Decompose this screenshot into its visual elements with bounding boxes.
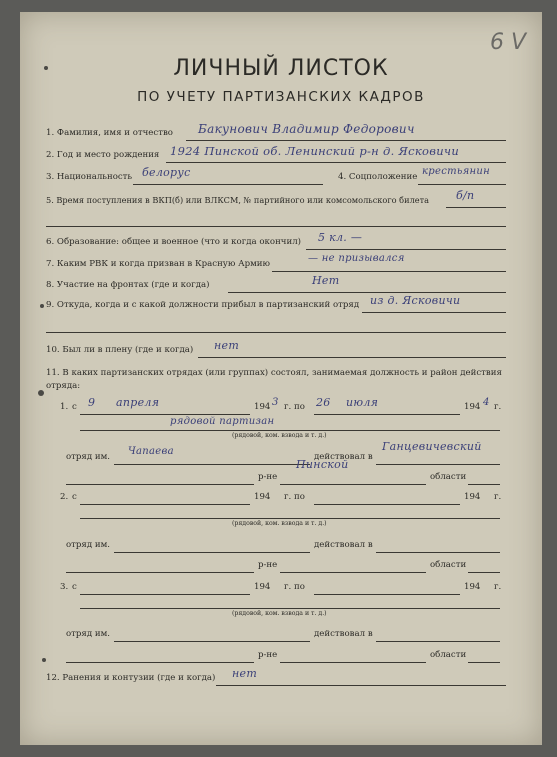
entry-3-position-line — [80, 608, 500, 609]
field-12-value[interactable]: нет — [232, 667, 258, 680]
entry-1-to: г. по — [284, 402, 305, 412]
entry-2-to: г. по — [284, 492, 305, 502]
entry-1-start-day[interactable]: 9 — [88, 396, 96, 409]
entry-1-region-label: области — [430, 472, 467, 482]
field-1-value[interactable]: Бакунович Владимир Федорович — [198, 122, 415, 136]
entry-1-end-line — [314, 414, 460, 415]
field-1-line — [186, 140, 506, 141]
page-subtitle: ПО УЧЕТУ ПАРТИЗАНСКИХ КАДРОВ — [137, 89, 425, 105]
corner-mark: 6 V — [490, 30, 527, 55]
entry-1-district-label: р-не — [258, 472, 278, 482]
field-7-line — [272, 271, 506, 272]
entry-1-acted-label: действовал в — [314, 452, 373, 462]
entry-2-start-year-prefix: 194 — [254, 492, 271, 502]
entry-2-start-line — [80, 504, 250, 505]
field-8-label: 8. Участие на фронтах (где и когда) — [46, 280, 210, 290]
form-sheet — [20, 12, 542, 745]
entry-3-district-line — [66, 662, 254, 663]
entry-2-acted-label: действовал в — [314, 540, 373, 550]
entry-1-unit-label: отряд им. — [66, 452, 111, 462]
entry-3-year-suffix: г. — [494, 582, 502, 592]
punch-hole — [38, 390, 44, 396]
entry-3-position-hint: (рядовой, ком. взвода и т. д.) — [232, 610, 327, 617]
entry-1-unit[interactable]: Чапаева — [128, 446, 174, 457]
field-10-label: 10. Был ли в плену (где и когда) — [46, 345, 194, 355]
entry-2-acted-line — [376, 552, 500, 553]
entry-3-unit-line — [114, 641, 310, 642]
field-5-line — [446, 207, 506, 208]
punch-hole — [42, 658, 46, 662]
entry-3-region-line-2 — [468, 662, 500, 663]
entry-1-district-line — [66, 484, 254, 485]
field-6-line — [306, 249, 506, 250]
entry-2-region-label: области — [430, 560, 467, 570]
field-3-line — [133, 184, 323, 185]
entry-1-start-year-prefix: 194 — [254, 402, 271, 412]
entry-3-to: г. по — [284, 582, 305, 592]
field-7-value[interactable]: — не призывался — [308, 253, 405, 264]
field-11-label: 11. В каких партизанских отрядах (или группах) состоял, занимаемая должность и район действия отряда: — [46, 368, 502, 391]
entry-1-start-line — [80, 414, 250, 415]
field-5-label: 5. Время поступления в ВКП(б) или ВЛКСМ, № партийного или комсомольского билета — [46, 195, 430, 205]
field-6-label: 6. Образование: общее и военное (что и когда окончил) — [46, 237, 302, 247]
entry-1-year-suffix: г. — [494, 402, 502, 412]
entry-1-start-year[interactable]: 3 — [272, 397, 279, 408]
entry-1-position-line — [80, 430, 500, 431]
field-8-line — [228, 292, 506, 293]
entry-1-region-line-2 — [468, 484, 500, 485]
field-5-line-2 — [46, 226, 506, 227]
entry-3-acted-label: действовал в — [314, 629, 373, 639]
field-3-value[interactable]: белорус — [142, 166, 191, 179]
field-2-value[interactable]: 1924 Пинской об. Ленинский р-н д. Ясковичи — [170, 144, 460, 158]
field-10-line — [198, 357, 506, 358]
entry-1-end-month[interactable]: июля — [346, 396, 379, 409]
entry-2-year-suffix: г. — [494, 492, 502, 502]
field-9-label: 9. Откуда, когда и с какой должности прибыл в партизанский отряд — [46, 300, 360, 310]
field-9-line — [362, 312, 506, 313]
punch-hole — [40, 304, 44, 308]
field-9-line-2 — [46, 332, 506, 333]
entry-2-unit-line — [114, 552, 310, 553]
entry-2-position-hint: (рядовой, ком. взвода и т. д.) — [232, 520, 327, 527]
field-4-value[interactable]: крестьянин — [422, 166, 491, 177]
field-3-label: 3. Национальность — [46, 172, 133, 182]
entry-3-end-line — [314, 594, 460, 595]
field-4-line — [418, 184, 506, 185]
entry-3-from: с — [72, 582, 77, 592]
entry-2-from: с — [72, 492, 77, 502]
entry-2-region-line-2 — [468, 572, 500, 573]
entry-1-unit-line — [114, 464, 310, 465]
field-8-value[interactable]: Нет — [312, 274, 340, 287]
entry-3-unit-label: отряд им. — [66, 629, 111, 639]
field-12-label: 12. Ранения и контузии (где и когда) — [46, 673, 216, 683]
entry-1-end-day[interactable]: 26 — [316, 396, 331, 409]
field-1-label: 1. Фамилия, имя и отчество — [46, 128, 173, 138]
entry-1-acted-line — [376, 464, 500, 465]
field-5-value[interactable]: б/п — [456, 189, 475, 202]
entry-3-region-line — [280, 662, 426, 663]
field-12-line — [216, 685, 506, 686]
field-2-label: 2. Год и место рождения — [46, 150, 160, 160]
entry-3-end-year-prefix: 194 — [464, 582, 481, 592]
entry-1-position-hint: (рядовой, ком. взвода и т. д.) — [232, 432, 327, 439]
field-10-value[interactable]: нет — [214, 339, 240, 352]
entry-2-end-line — [314, 504, 460, 505]
field-2-line — [166, 162, 506, 163]
entry-1-from: с — [72, 402, 77, 412]
entry-2-region-line — [280, 572, 426, 573]
entry-3-number: 3. — [60, 582, 69, 592]
entry-3-district-label: р-не — [258, 650, 278, 660]
entry-1-end-year-prefix: 194 — [464, 402, 481, 412]
entry-1-position[interactable]: рядовой партизан — [170, 416, 275, 427]
page-title: ЛИЧНЫЙ ЛИСТОК — [173, 56, 389, 81]
entry-2-end-year-prefix: 194 — [464, 492, 481, 502]
entry-1-acted-in[interactable]: Ганцевичевский — [382, 440, 482, 453]
entry-2-district-line — [66, 572, 254, 573]
punch-hole — [44, 66, 48, 70]
entry-1-district[interactable]: Пинской — [296, 458, 349, 471]
field-4-label: 4. Соцположение — [338, 172, 418, 182]
entry-1-start-month[interactable]: апреля — [116, 396, 160, 409]
entry-2-position-line — [80, 518, 500, 519]
entry-3-acted-line — [376, 641, 500, 642]
field-7-label: 7. Каким РВК и когда призван в Красную Армию — [46, 259, 270, 269]
entry-3-start-year-prefix: 194 — [254, 582, 271, 592]
entry-1-region-line — [280, 484, 426, 485]
entry-1-end-year[interactable]: 4 — [483, 397, 490, 408]
entry-1-number: 1. — [60, 402, 69, 412]
entry-3-region-label: области — [430, 650, 467, 660]
field-6-value[interactable]: 5 кл. — — [318, 231, 363, 244]
entry-2-district-label: р-не — [258, 560, 278, 570]
field-9-value[interactable]: из д. Ясковичи — [370, 294, 461, 307]
entry-2-unit-label: отряд им. — [66, 540, 111, 550]
entry-2-number: 2. — [60, 492, 69, 502]
entry-3-start-line — [80, 594, 250, 595]
